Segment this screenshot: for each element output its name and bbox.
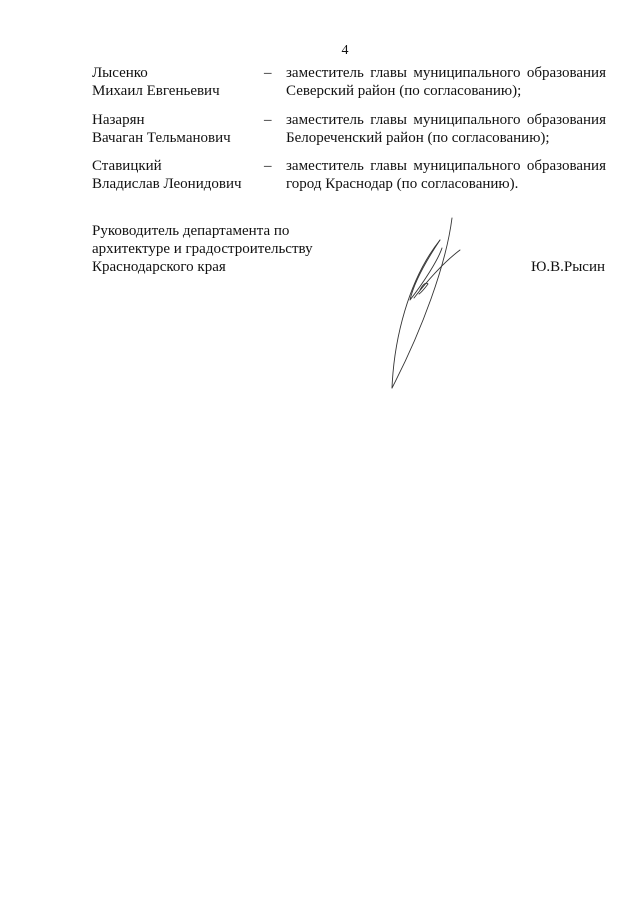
signatory-title [92, 222, 352, 276]
signer-name: Ю.В.Рысин [530, 259, 605, 275]
dash-separator: – [264, 112, 272, 128]
signature-stroke [410, 240, 442, 300]
member-given-names: Вачаган Тельманович [92, 130, 231, 146]
member-surname: Назарян [92, 112, 145, 128]
signatory-title-line2: архитектуре и градостроительству [92, 241, 313, 257]
member-name [92, 64, 267, 100]
member-role-line2: Северский район (по согласованию); [286, 83, 522, 99]
member-role-line1: заместитель главы муниципального образования [286, 112, 606, 128]
signature-stroke [392, 218, 452, 388]
handwritten-signature [380, 210, 470, 395]
member-role-line2: город Краснодар (по согласованию). [286, 176, 519, 192]
member-surname: Ставицкий [92, 158, 162, 174]
dash-separator: – [264, 158, 272, 174]
member-given-names: Михаил Евгеньевич [92, 83, 220, 99]
member-role [286, 157, 606, 193]
member-role-line1: заместитель главы муниципального образования [286, 65, 606, 81]
member-given-names: Владислав Леонидович [92, 176, 242, 192]
member-role [286, 111, 606, 147]
member-name [92, 157, 267, 193]
member-surname: Лысенко [92, 65, 148, 81]
signatory-title-line1: Руководитель департамента по [92, 223, 290, 239]
member-role-line2: Белореченский район (по согласованию); [286, 130, 550, 146]
member-role-line1: заместитель главы муниципального образования [286, 158, 606, 174]
dash-separator: – [264, 65, 272, 81]
member-name [92, 111, 267, 147]
list-item-member [92, 157, 606, 193]
signatory-title-line3: Краснодарского края [92, 259, 226, 275]
signature-stroke [414, 250, 460, 298]
page-number: 4 [341, 43, 349, 58]
signature-stroke [392, 240, 440, 388]
list-item-member [92, 111, 606, 147]
list-item-member [92, 64, 606, 100]
signature-stroke [419, 283, 428, 294]
member-role [286, 64, 606, 100]
